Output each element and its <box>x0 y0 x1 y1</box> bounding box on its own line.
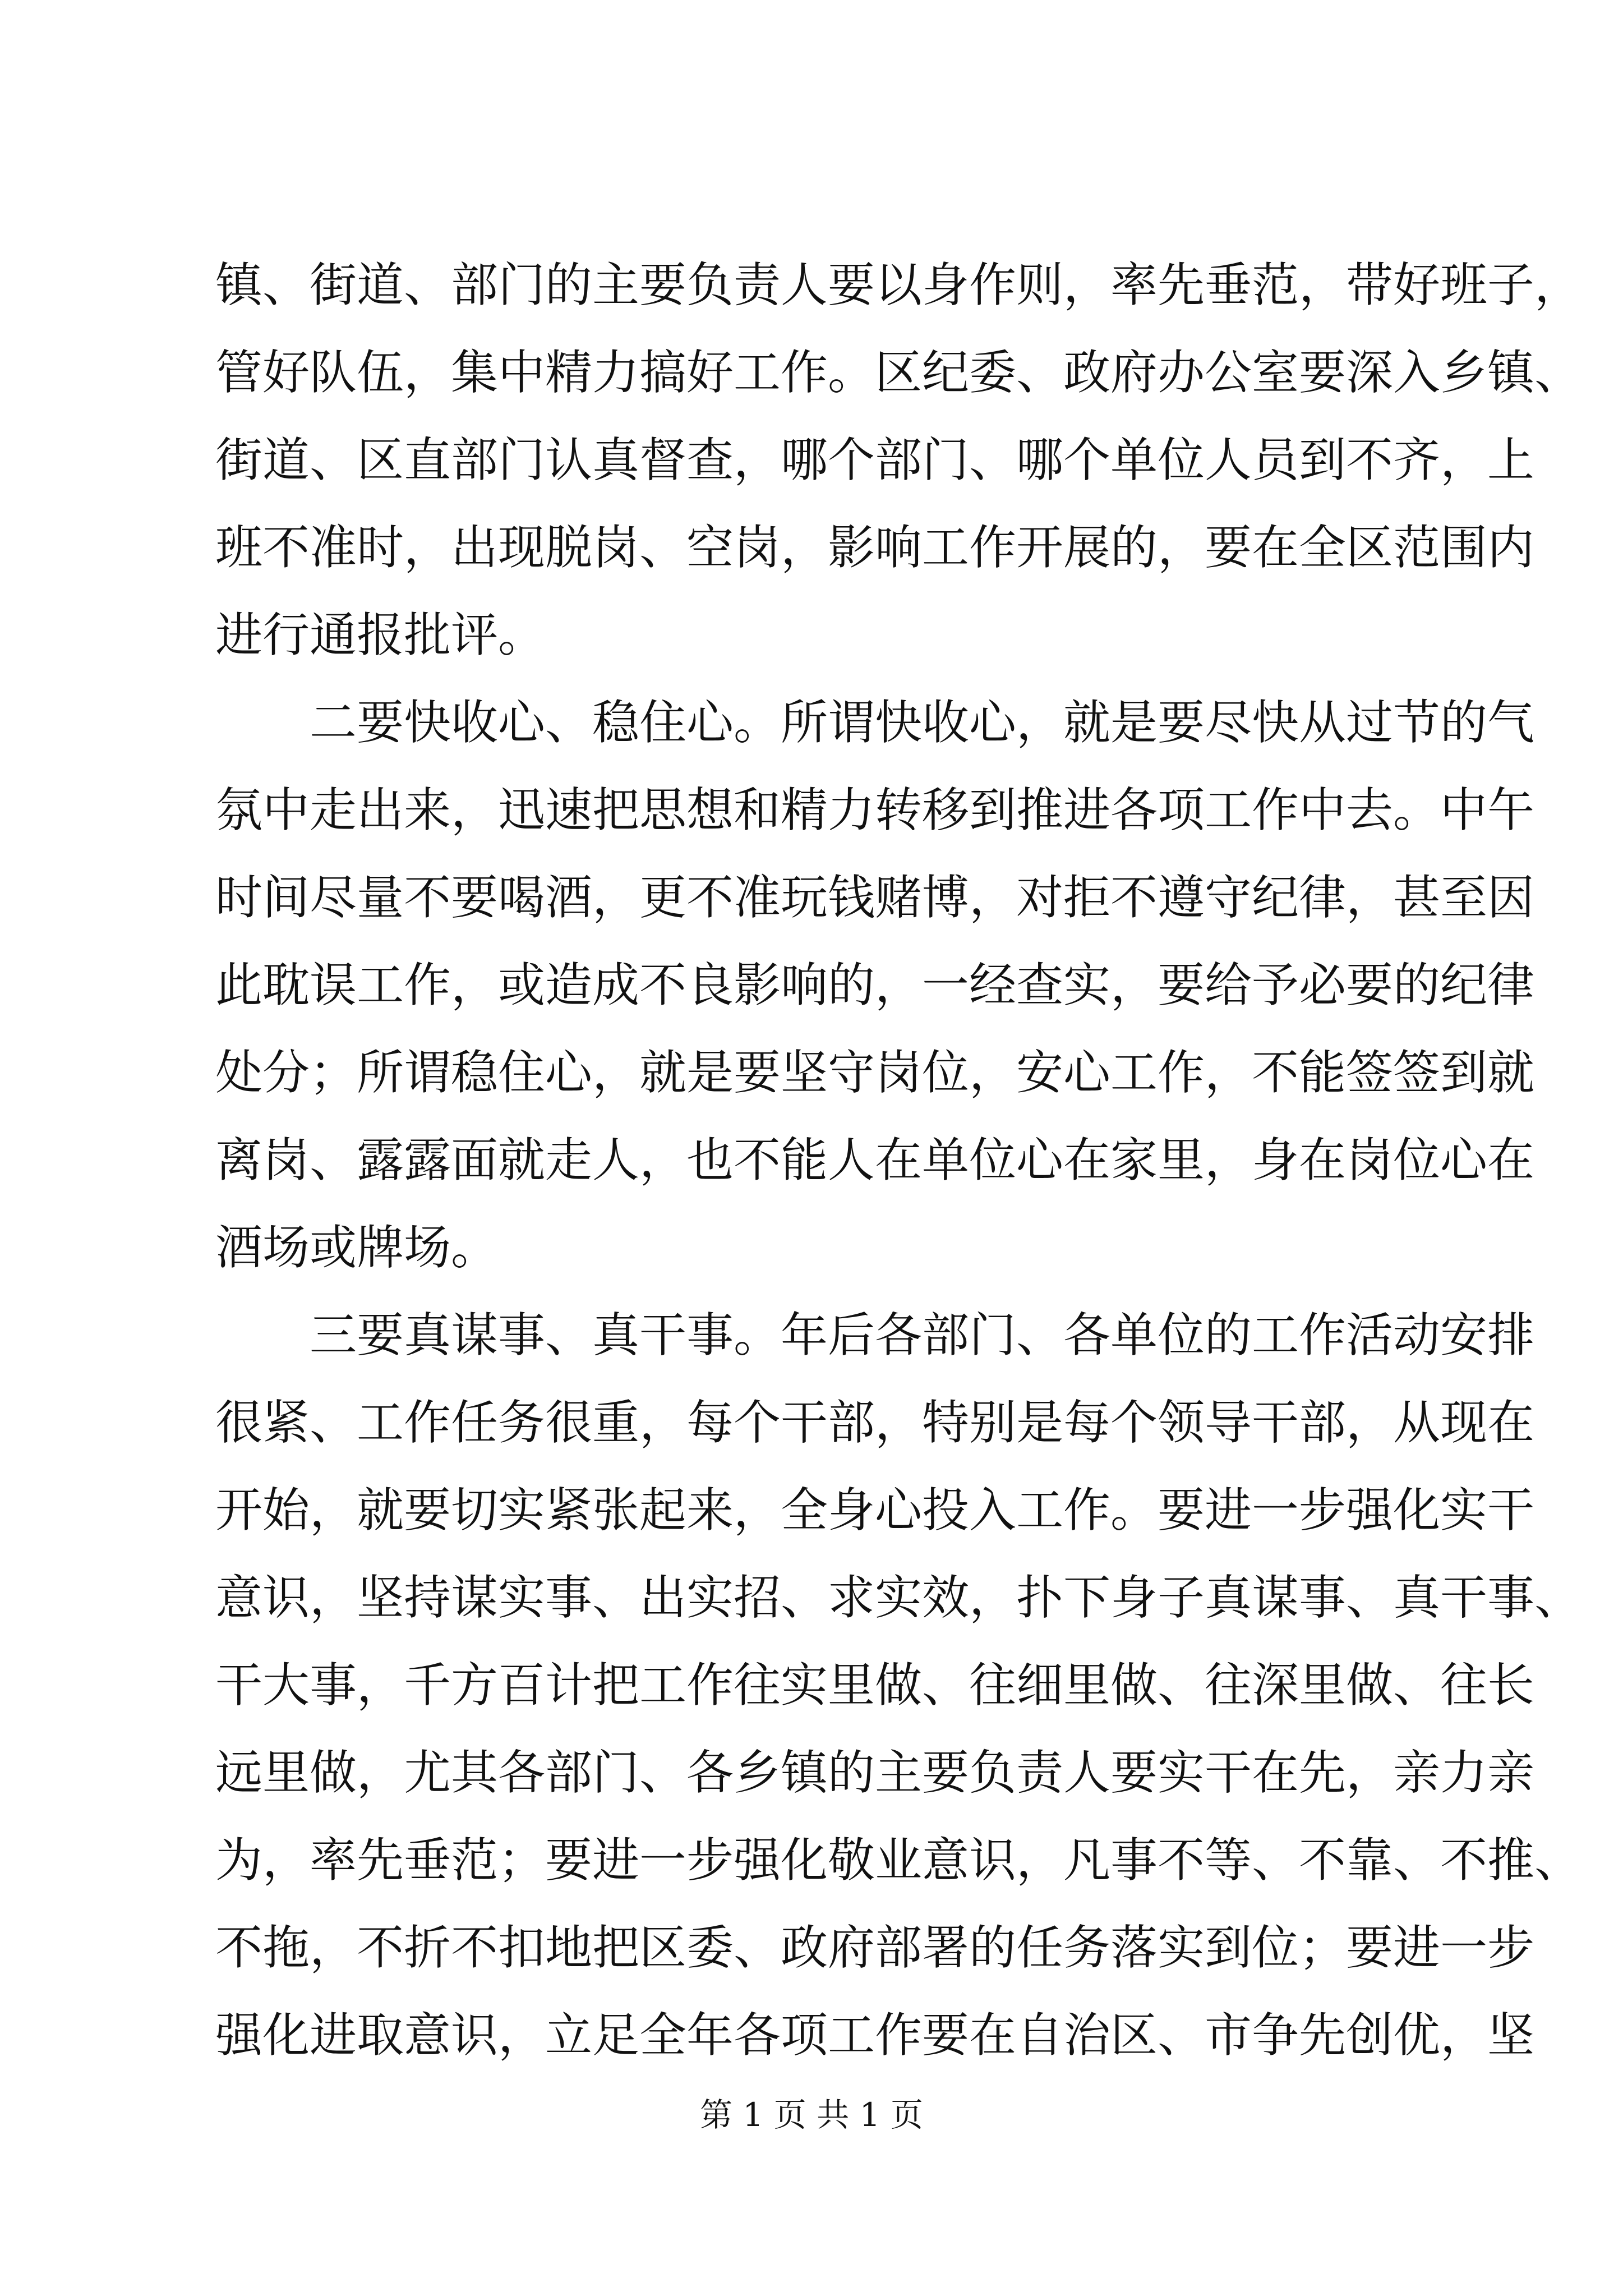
text-line-1: 镇、街道、部门的主要负责人要以身作则，率先垂范，带好班子， <box>215 257 1582 312</box>
text-line-19: 为，率先垂范；要进一步强化敬业意识，凡事不等、不靠、不推、 <box>215 1833 1582 1888</box>
text-line-12: 酒场或牌场。 <box>215 1220 499 1275</box>
page-footer: 第 1 页 共 1 页 <box>700 2096 923 2134</box>
text-line-4: 班不准时，出现脱岗、空岗，影响工作开展的，要在全区范围内 <box>215 520 1535 575</box>
text-line-10: 处分；所谓稳住心，就是要坚守岗位，安心工作，不能签签到就 <box>215 1045 1535 1100</box>
text-line-18: 远里做，尤其各部门、各乡镇的主要负责人要实干在先，亲力亲 <box>215 1745 1535 1800</box>
text-line-13: 三要真谋事、真干事。年后各部门、各单位的工作活动安排 <box>310 1308 1535 1363</box>
text-line-8: 时间尽量不要喝酒，更不准玩钱赌博，对拒不遵守纪律，甚至因 <box>215 870 1535 925</box>
text-line-21: 强化进取意识，立足全年各项工作要在自治区、市争先创优，坚 <box>215 2008 1535 2063</box>
text-line-9: 此耽误工作，或造成不良影响的，一经查实，要给予必要的纪律 <box>215 958 1535 1013</box>
text-line-20: 不拖，不折不扣地把区委、政府部署的任务落实到位；要进一步 <box>215 1920 1535 1975</box>
text-line-7: 氛中走出来，迅速把思想和精力转移到推进各项工作中去。中午 <box>215 783 1535 838</box>
document-body <box>215 241 1582 2079</box>
text-line-2: 管好队伍，集中精力搞好工作。区纪委、政府办公室要深入乡镇、 <box>215 345 1582 400</box>
text-line-14: 很紧、工作任务很重，每个干部，特别是每个领导干部，从现在 <box>215 1395 1535 1450</box>
text-line-3: 街道、区直部门认真督查，哪个部门、哪个单位人员到不齐，上 <box>215 432 1535 487</box>
text-line-6: 二要快收心、稳住心。所谓快收心，就是要尽快从过节的气 <box>310 695 1535 750</box>
text-line-15: 开始，就要切实紧张起来，全身心投入工作。要进一步强化实干 <box>215 1483 1535 1538</box>
text-line-17: 干大事，千方百计把工作往实里做、往细里做、往深里做、往长 <box>215 1658 1535 1713</box>
text-line-5: 进行通报批评。 <box>215 608 546 662</box>
text-line-16: 意识，坚持谋实事、出实招、求实效，扑下身子真谋事、真干事、 <box>215 1570 1582 1625</box>
text-line-11: 离岗、露露面就走人，也不能人在单位心在家里，身在岗位心在 <box>215 1133 1535 1188</box>
